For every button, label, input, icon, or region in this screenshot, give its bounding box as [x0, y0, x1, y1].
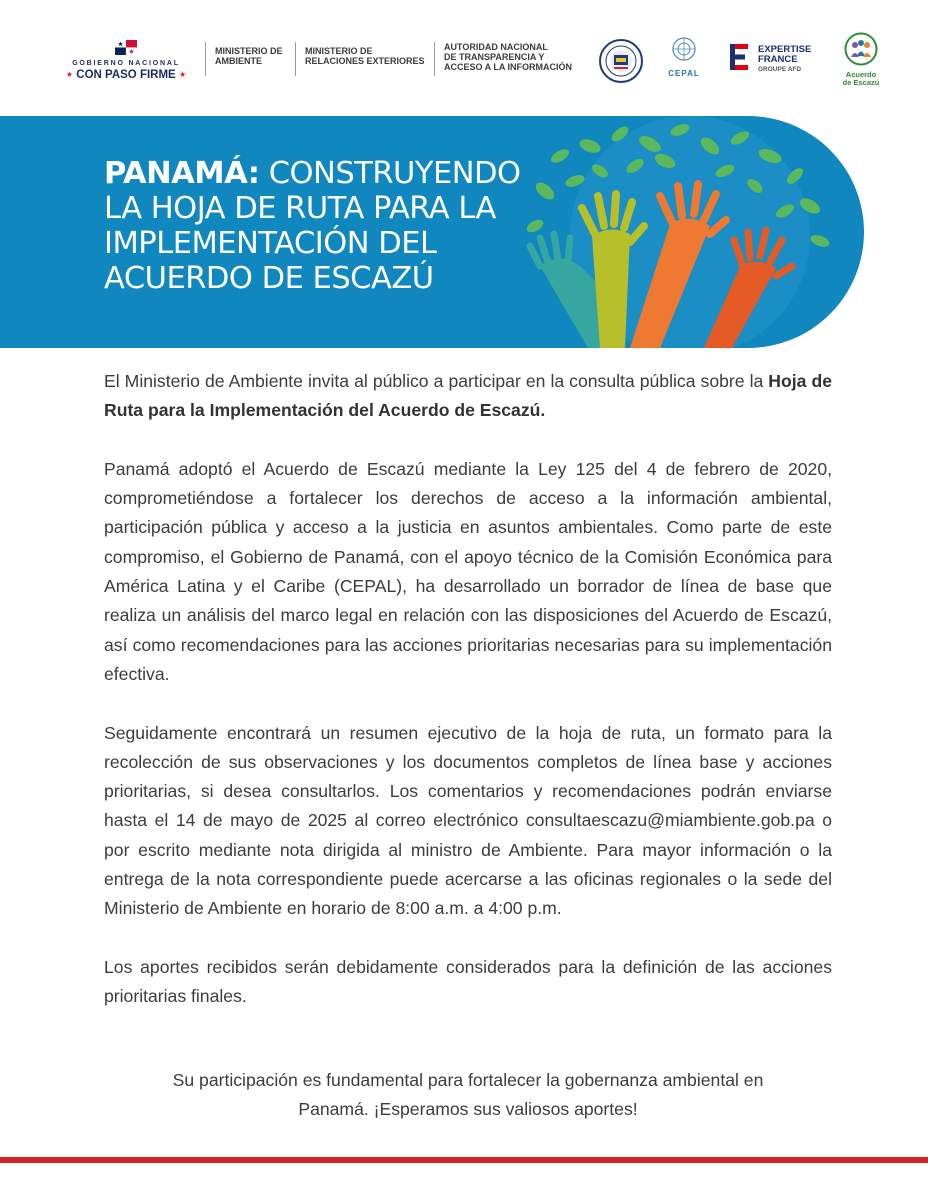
gobierno-nacional-text: GOBIERNO NACIONAL	[72, 60, 180, 67]
con-paso-firme-text: CON PASO FIRME	[76, 69, 176, 81]
paragraph-background: Panamá adoptó el Acuerdo de Escazú mediante la Ley 125 del 4 de febrero de 2020, comprometiéndose a fortalecer los derechos de acceso a la información ambiental, participación pública y acceso a la justicia en asuntos ambientales. Como parte de este compromiso, el Gobierno de Panamá, con el apoyo técnico de la Comisión Económica para América Latina y el Caribe (CEPAL), ha desarrollado un borrador de línea de base que realiza un análisis del marco legal en relación con las disposiciones del Acuerdo de Escazú, así como recomendaciones para las acciones prioritarias necesarias para su implementación efectiva.	[104, 458, 832, 684]
logo-bar	[0, 0, 928, 115]
expertise-france-logo: EXPERTISE FRANCE GROUPE AFD	[730, 44, 750, 75]
defensoria-seal-icon	[598, 38, 644, 84]
star-icon: ★	[178, 70, 187, 79]
closing-message: Su participación es fundamental para fortalecer la gobernanza ambiental en Panamá. ¡Esperamos sus valiosos aportes!	[172, 1070, 764, 1120]
divider	[295, 42, 296, 76]
cepal-logo: CEPAL	[664, 36, 704, 78]
divider	[434, 42, 435, 76]
document-body	[104, 367, 832, 1041]
raised-hands-tree-illustration	[500, 116, 864, 348]
autoridad-transparencia-label: AUTORIDAD NACIONAL DE TRANSPARENCIA Y ACCESO A LA INFORMACIÓN	[444, 42, 572, 72]
paragraph-intro: El Ministerio de Ambiente invita al público a participar en la consulta pública sobre la Hoja de Ruta para la Implementación del Acuerdo de Escazú.	[104, 371, 832, 421]
paragraph-outcome: Los aportes recibidos serán debidamente considerados para la definición de las acciones prioritarias finales.	[104, 956, 832, 1007]
united-nations-emblem-icon	[671, 36, 697, 62]
hoja-de-ruta-emphasis: Hoja de Ruta para la Implementación del Acuerdo de Escazú.	[104, 371, 832, 421]
acuerdo-escazu-logo: Acuerdo de Escazú	[836, 32, 886, 87]
paragraph-instructions: Seguidamente encontrará un resumen ejecutivo de la hoja de ruta, un formato para la recolección de sus observaciones y los documentos completos de línea base y acciones prioritarias, si desea consultarlos. Los comentarios y recomendaciones podrán enviarse hasta el 14 de mayo de 2025 al correo electrónico consultaescazu@miambiente.gob.pa o por escrito mediante nota dirigida al ministro de Ambiente. Para mayor información o la entrega de la nota correspondiente puede acercarse a las oficinas regionales o la sede del Ministerio de Ambiente en horario de 8:00 a.m. a 4:00 p.m.	[104, 722, 832, 919]
ministerio-ambiente-label: MINISTERIO DE AMBIENTE	[215, 46, 283, 66]
gobierno-nacional-logo	[56, 40, 196, 81]
expertise-france-icon	[730, 44, 750, 70]
banner-title: PANAMÁ: CONSTRUYENDO LA HOJA DE RUTA PARA LA IMPLEMENTACIÓN DEL ACUERDO DE ESCAZÚ	[104, 156, 521, 296]
hero-banner	[0, 116, 864, 348]
escazu-people-icon	[844, 32, 878, 66]
divider	[205, 42, 206, 76]
footer-red-line	[0, 1157, 928, 1163]
panama-flag-icon	[115, 40, 137, 55]
star-icon: ★	[65, 70, 74, 79]
ministerio-relaciones-label: MINISTERIO DE RELACIONES EXTERIORES	[305, 46, 425, 66]
